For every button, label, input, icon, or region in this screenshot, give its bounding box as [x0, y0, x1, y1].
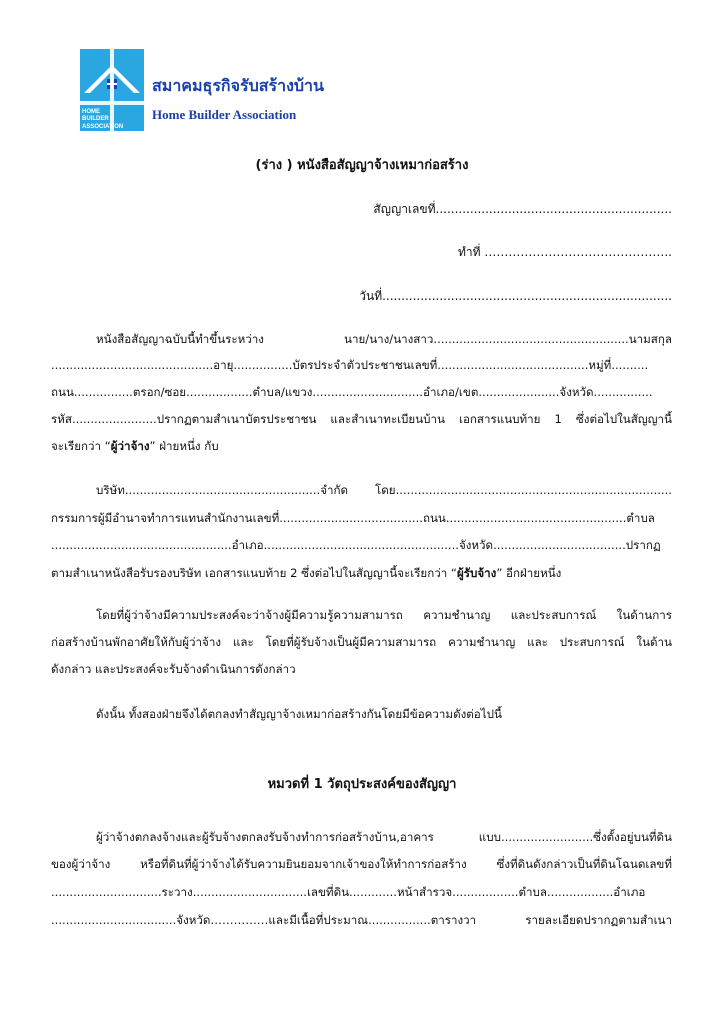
- paragraph-line: ดังนั้น ทั้งสองฝ่ายจึงได้ตกลงทำสัญญาจ้างเหมาก่อสร้างกันโดยมีข้อความดังต่อไปนี้: [96, 707, 502, 721]
- contract-number: สัญญาเลขที่..............................................................: [373, 202, 672, 216]
- paragraph-line: [51, 565, 672, 581]
- paragraph-line: .................................................อำเภอ.....................................................จังหวัด....................................ปรากฏ: [51, 538, 661, 552]
- org-name-thai: สมาคมธุรกิจรับสร้างบ้าน: [152, 76, 324, 95]
- section-line: ของผู้ว่าจ้าง หรือที่ดินที่ผู้ว่าจ้างได้รับความยินยอมจากเจ้าของให้ทำการก่อสร้าง ซึ่งที่ดินดังกล่าวเป็นที่ดินโฉนดเลขที่: [51, 857, 672, 871]
- paragraph-line: ถนน................ตรอก/ซอย..................ตำบล/แขวง..............................อำเภอ/เขต......................จังหวัด................: [51, 385, 653, 399]
- section-line: ..................................จังหวัด……………และมีเนื้อที่ประมาณ.................ตารางวา รายละเอียดปรากฏตามสำเนา: [51, 913, 672, 927]
- paragraph-line: ดังกล่าว และประสงค์จะรับจ้างดำเนินการดังกล่าว: [51, 662, 296, 676]
- logo-text-3: ASSOCIATION: [82, 124, 124, 130]
- text-run: ตามสำเนาหนังสือรับรองบริษัท เอกสารแนบท้าย 2 ซึ่งต่อไปในสัญญานี้จะเรียกว่า “: [51, 566, 457, 580]
- org-name-english: Home Builder Association: [152, 107, 297, 122]
- section-line: ..............................ระวาง...............................เลขที่ดิน.............หน้าสำรวจ..................ตำบล..................อำเภอ: [51, 885, 646, 899]
- document-title: (ร่าง ) หนังสือสัญญาจ้างเหมาก่อสร้าง: [255, 158, 469, 173]
- text-run: ” ฝ่ายหนึ่ง กับ: [149, 439, 219, 453]
- contractor-term: ผู้รับจ้าง: [456, 566, 497, 580]
- text-run: จะเรียกว่า “: [51, 439, 111, 453]
- paragraph-line: โดยที่ผู้ว่าจ้างมีความประสงค์จะว่าจ้างผู้มีความรู้ความสามารถ ความชำนาญ และประสบการณ์ ในด้านการ: [96, 608, 672, 622]
- contract-date: วันที่............................................................................: [359, 289, 672, 303]
- paragraph-line: รหัส.......................ปรากฏตามสำเนาบัตรประชาชน และสำเนาทะเบียนบ้าน เอกสารแนบท้าย 1 ซึ่งต่อไปในสัญญานี้: [51, 412, 672, 426]
- paragraph-line: หนังสือสัญญาฉบับนี้ทำขึ้นระหว่าง นาย/นาง/นางสาว.....................................................นามสกุล: [96, 332, 672, 346]
- association-logo: [80, 49, 144, 131]
- section-line: ผู้ว่าจ้างตกลงจ้างและผู้รับจ้างตกลงรับจ้างทำการก่อสร้างบ้าน,อาคาร แบบ.........................ซึ่งตั้งอยู่บนที่ดิน: [96, 830, 672, 844]
- paragraph-line: [51, 438, 672, 454]
- section-title: หมวดที่ 1 วัตถุประสงค์ของสัญญา: [267, 777, 457, 792]
- paragraph-line: กรรมการผู้มีอำนาจทำการแทนสำนักงานเลขที่.......................................ถนน.................................................ตำบล: [51, 511, 655, 525]
- paragraph-line: ก่อสร้างบ้านพักอาศัยให้กับผู้ว่าจ้าง และ โดยที่ผู้รับจ้างเป็นผู้มีความสามารถ ความชำนาญ และ ประสบการณ์ ในด้าน: [51, 635, 672, 649]
- logo-text-1: HOME: [82, 109, 100, 115]
- contract-place: ทำที่ ………………………………………..: [457, 245, 672, 259]
- paragraph-line: ............................................อายุ................บัตรประจำตัวประชาชนเลขที่.........................................หมู่ที่..........: [51, 358, 649, 372]
- logo-text-2: BUILDER: [82, 116, 109, 122]
- paragraph-line: บริษัท.....................................................จำกัด โดย...........................................................................: [96, 483, 672, 497]
- text-run: ” อีกฝ่ายหนึ่ง: [496, 566, 562, 580]
- employer-term: ผู้ว่าจ้าง: [110, 439, 150, 453]
